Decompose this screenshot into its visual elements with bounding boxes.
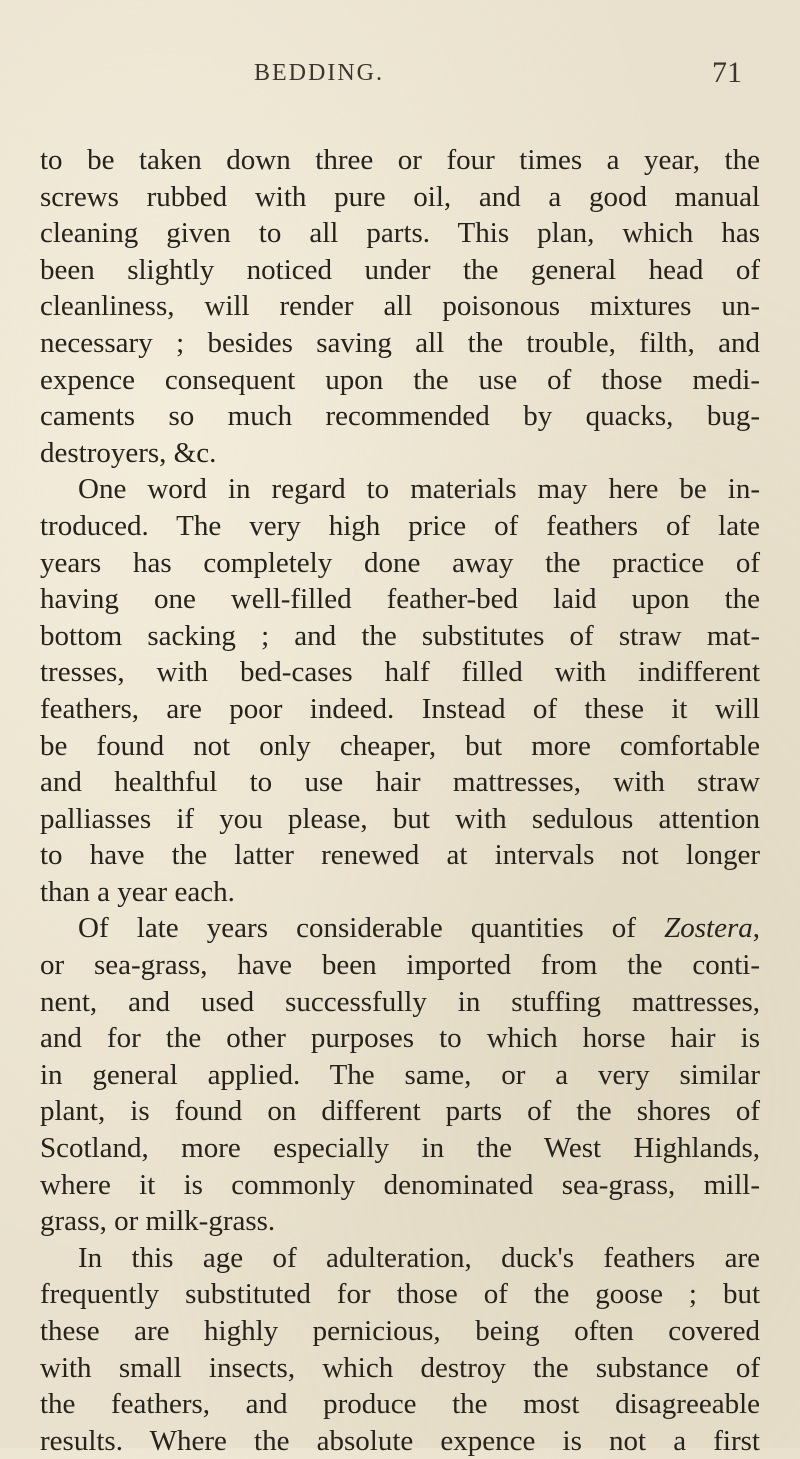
text-line: these are highly pernicious, being often covered <box>40 1315 760 1347</box>
text-line: to have the latter renewed at intervals not longer <box>40 839 760 872</box>
text-line: Of late years considerable quantities of Zostera, <box>78 912 760 945</box>
page-number: 71 <box>712 56 742 89</box>
text-line: and healthful to use hair mattresses, with straw <box>40 766 760 799</box>
text-line: cleaning given to all parts. This plan, which has <box>40 217 760 250</box>
text-line: having one well-filled feather-bed laid upon the <box>40 583 760 616</box>
text-line: caments so much recommended by quacks, bug- <box>40 400 760 433</box>
text-line: In this age of adulteration, duck's feathers are <box>78 1241 760 1274</box>
text-line: with small insects, which destroy the substance of <box>40 1351 760 1384</box>
text-line: nent, and used successfully in stuffing mattresses, <box>40 985 760 1018</box>
text-line: cleanliness, will render all poisonous mixtures un- <box>40 290 760 323</box>
text-line: tresses, with bed-cases half filled with indifferent <box>40 656 760 689</box>
text-line: results. Where the absolute expence is not a first <box>40 1424 760 1457</box>
running-head <box>0 56 800 100</box>
text-line: than a year each. <box>40 875 235 908</box>
text-line: bottom sacking ; and the substitutes of straw mat- <box>40 619 760 652</box>
text-line: plant, is found on different parts of the shores of <box>40 1095 760 1128</box>
text-line: necessary ; besides saving all the trouble, filth, and <box>40 326 760 359</box>
text-line: troduced. The very high price of feathers of late <box>40 509 760 542</box>
text-line: and for the other purposes to which horse hair is <box>40 1022 760 1055</box>
text-line: the feathers, and produce the most disagreeable <box>40 1388 760 1421</box>
text-line: Scotland, more especially in the West Highlands, <box>40 1132 760 1165</box>
text-line: frequently substituted for those of the goose ; but <box>40 1278 760 1311</box>
text-line: in general applied. The same, or a very similar <box>40 1058 760 1091</box>
body-text <box>40 142 760 1459</box>
text-line: been slightly noticed under the general head of <box>40 253 760 286</box>
text-line: feathers, are poor indeed. Instead of these it will <box>40 692 760 725</box>
text-line: where it is commonly denominated sea-grass, mill- <box>40 1168 760 1201</box>
text-line: palliasses if you please, but with sedulous attention <box>40 802 760 835</box>
text-line: to be taken down three or four times a year, the <box>40 144 760 176</box>
running-title: BEDDING. <box>254 60 384 86</box>
text-line: years has completely done away the practice of <box>40 546 760 579</box>
text-line: One word in regard to materials may here be in- <box>78 473 760 506</box>
text-line: grass, or milk-grass. <box>40 1205 276 1238</box>
text-line: be found not only cheaper, but more comfortable <box>40 729 760 762</box>
text-line: screws rubbed with pure oil, and a good manual <box>40 180 760 213</box>
text-line: or sea-grass, have been imported from the conti- <box>40 949 760 982</box>
text-line: destroyers, &c. <box>40 436 217 469</box>
text-line: expence consequent upon the use of those medi- <box>40 363 760 396</box>
